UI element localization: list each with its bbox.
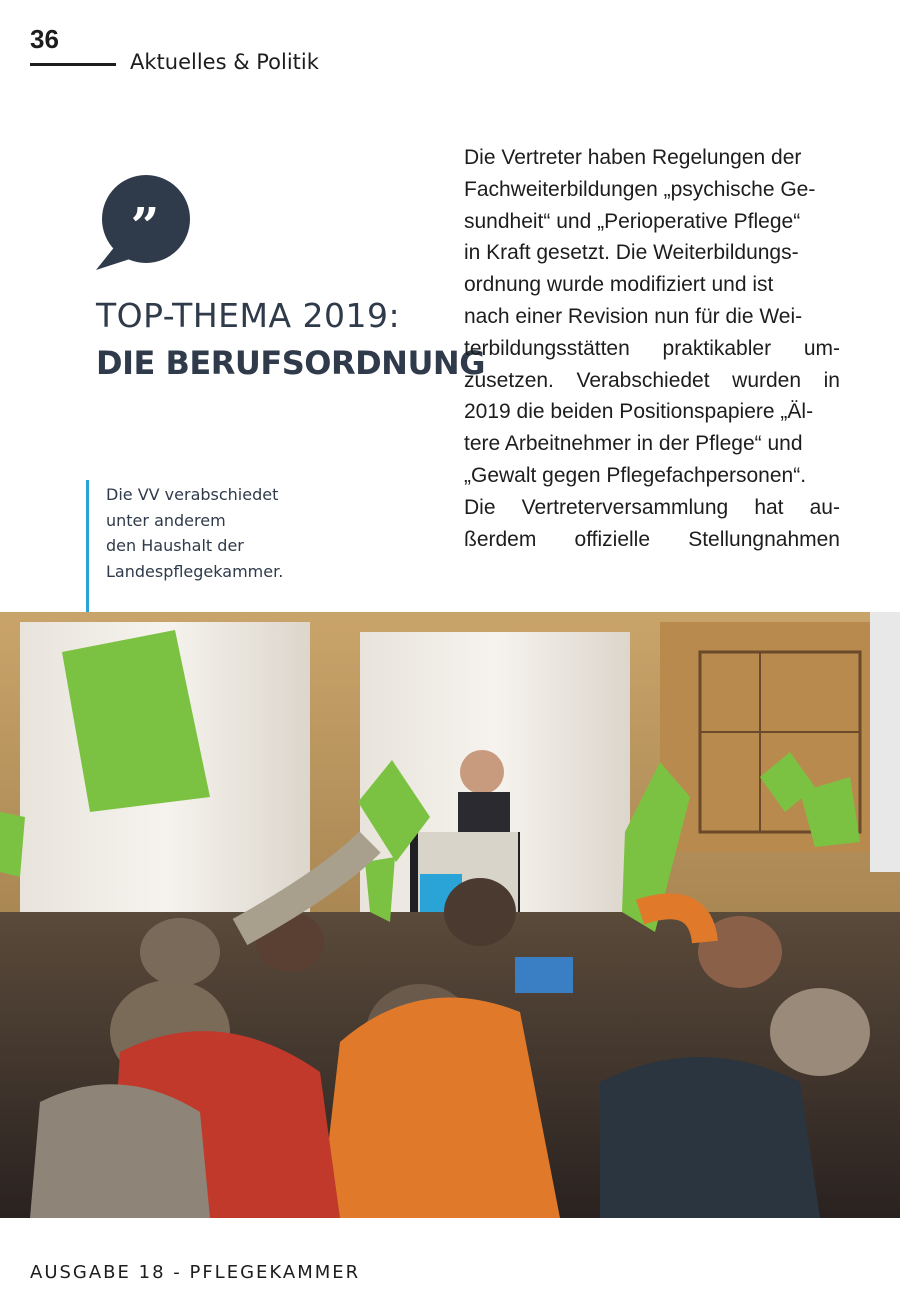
body-line: nach einer Revision nun für die Wei- [464,304,803,328]
caption-accent-line [86,480,89,630]
body-line: ordnung wurde modifiziert und ist [464,273,774,297]
article-title-line2: DIE BERUFSORDNUNG [96,344,485,382]
body-word: Die [464,495,496,519]
caption-line: den Haushalt der [106,536,244,555]
page-number: 36 [30,24,59,54]
body-word: wurden [732,368,802,392]
body-line [464,492,840,524]
body-word: zusetzen. [464,368,554,392]
caption-line: Die VV verabschiedet [106,485,279,504]
body-line: Fachweiterbildungen „psychische Ge- [464,177,816,201]
caption-line: unter anderem [106,510,226,530]
body-line [464,333,840,365]
body-word: um- [803,336,840,360]
body-line: 2019 die beiden Positionspapiere „Äl- [464,400,814,424]
body-line: Die Vertreter haben Regelungen der [464,146,802,169]
body-word: Stellungnahmen [688,527,840,551]
footer-issue-label: AUSGABE 18 - PFLEGEKAMMER [30,1262,361,1283]
body-line: in Kraft gesetzt. Die Weiterbildungs- [464,241,799,265]
caption-line: Landespflegekammer. [106,561,284,581]
body-word: Verabschiedet [576,368,710,392]
quote-bubble-icon [94,175,192,271]
body-word: praktikabler [662,336,772,360]
body-line: tere Arbeitnehmer in der Pflege“ und [464,432,803,456]
header-rule [30,63,116,66]
body-word: au- [809,495,840,519]
svg-text:”: ” [130,196,160,255]
body-word: offizielle [574,527,651,551]
section-label: Aktuelles & Politik [130,50,319,74]
body-word: hat [754,495,784,519]
body-line: „Gewalt gegen Pflegefachpersonen“. [464,463,807,487]
body-word: terbildungsstätten [464,336,630,360]
body-line [464,365,840,397]
body-line [464,524,840,556]
article-title-line1: TOP-THEMA 2019: [96,296,401,335]
photo-caption [106,482,306,584]
body-word: ßerdem [464,527,537,551]
body-word: in [823,368,840,392]
body-line: sundheit“ und „Perioperative Pflege“ [464,209,801,233]
body-word: Vertreterversammlung [521,495,729,519]
article-body [464,142,840,555]
assembly-photo [0,612,900,1218]
